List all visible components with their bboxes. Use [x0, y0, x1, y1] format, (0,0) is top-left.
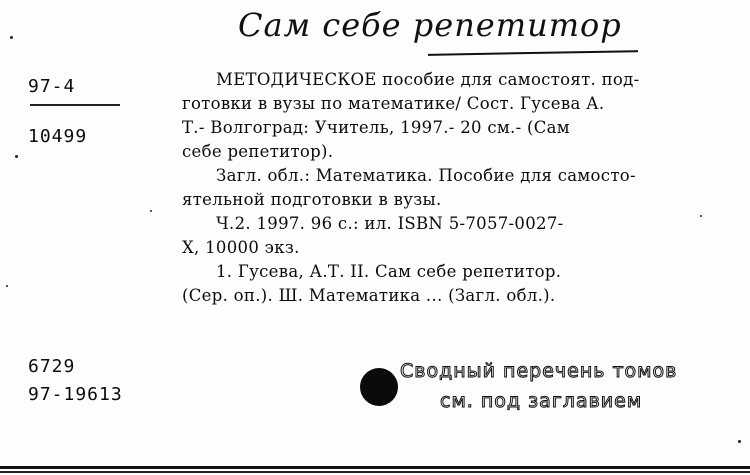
- accession-number: 10499: [28, 126, 88, 147]
- speck: [10, 36, 13, 39]
- card-bottom-edge-2: [0, 471, 750, 473]
- entry-line: себе репетитор).: [182, 142, 334, 161]
- entry-line: готовки в вузы по математике/ Сост. Гусева А.: [182, 94, 605, 113]
- entry-line: ятельной подготовки в вузы.: [182, 190, 442, 209]
- speck: [150, 210, 152, 212]
- speck: [15, 155, 18, 158]
- entry-line: Ч.2. 1997. 96 с.: ил. ISBN 5-7057-0027-: [216, 214, 564, 233]
- card-bottom-edge: [0, 466, 750, 469]
- title-underline: [428, 50, 638, 56]
- entry-line: Х, 10000 экз.: [182, 238, 300, 257]
- speck: [700, 215, 702, 217]
- entry-line: Т.- Волгоград: Учитель, 1997.- 20 см.- (Сам: [182, 118, 570, 137]
- ink-blot-mark: [360, 368, 398, 406]
- entry-line: Загл. обл.: Математика. Пособие для самосто-: [216, 166, 636, 185]
- handwritten-note-line1: Сводный перечень томов: [400, 360, 678, 382]
- bottom-code: 6729: [28, 356, 76, 377]
- call-number: 97-4: [28, 76, 76, 97]
- entry-line: (Сер. оп.). Ш. Математика ... (Загл. обл.).: [182, 286, 556, 305]
- bibliographic-entry: [182, 68, 742, 308]
- handwritten-series-title: Сам себе репетитор: [238, 6, 622, 44]
- speck: [738, 440, 741, 443]
- left-divider: [30, 104, 120, 106]
- entry-line: 1. Гусева, А.Т. II. Сам себе репетитор.: [216, 262, 562, 281]
- entry-line: МЕТОДИЧЕСКОЕ пособие для самостоят. под-: [216, 70, 640, 89]
- handwritten-note-line2: см. под заглавием: [440, 390, 643, 412]
- speck: [6, 285, 8, 287]
- bottom-record-number: 97-19613: [28, 384, 123, 405]
